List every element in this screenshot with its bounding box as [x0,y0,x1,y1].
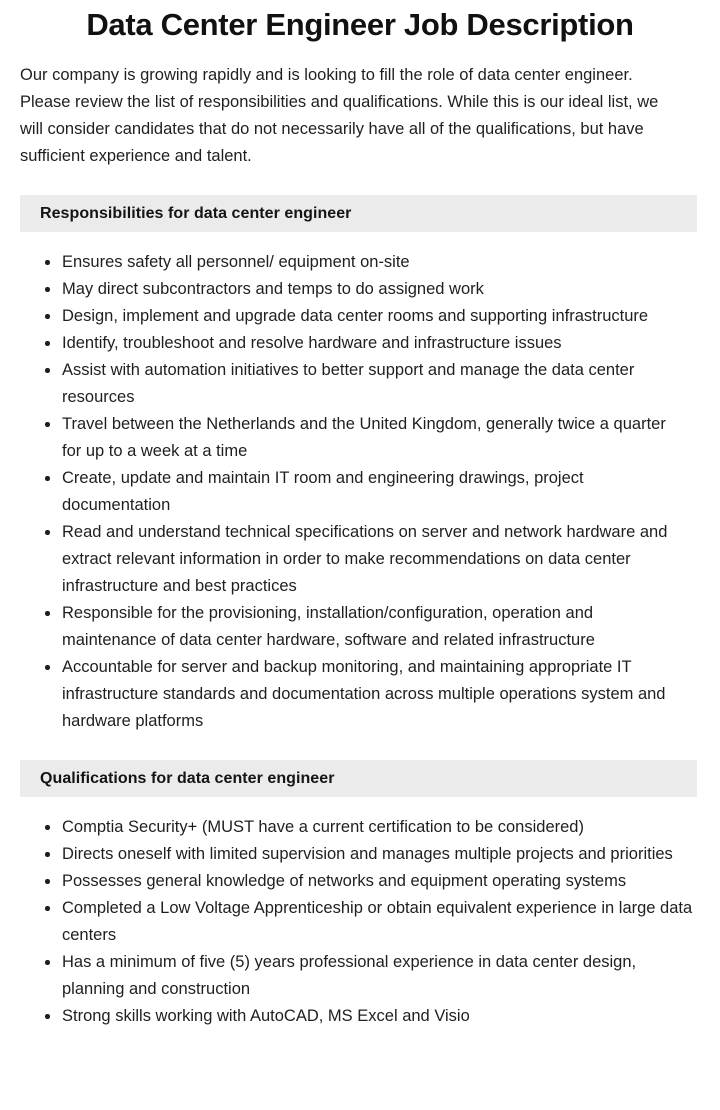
qualifications-list [0,797,720,1030]
qualifications-section-header [20,760,697,797]
responsibilities-section-header [20,195,697,232]
list-item: Assist with automation initiatives to better support and manage the data center resources [45,357,683,411]
list-item: Has a minimum of five (5) years professional experience in data center design, planning and construction [45,949,697,1003]
page-title: Data Center Engineer Job Description [86,7,634,42]
list-item: Strong skills working with AutoCAD, MS Excel and Visio [45,1003,697,1030]
list-item: Completed a Low Voltage Apprenticeship or obtain equivalent experience in large data centers [45,895,697,949]
list-item: Identify, troubleshoot and resolve hardware and infrastructure issues [45,330,683,357]
list-item: Responsible for the provisioning, installation/configuration, operation and maintenance of data center hardware, software and related infrastructure [45,600,683,654]
list-item: Possesses general knowledge of networks and equipment operating systems [45,868,697,895]
list-item: Comptia Security+ (MUST have a current certification to be considered) [45,814,697,841]
list-item: Create, update and maintain IT room and engineering drawings, project documentation [45,465,683,519]
responsibilities-list [0,232,720,735]
intro-paragraph: Our company is growing rapidly and is looking to fill the role of data center engineer. Please review the list of responsibilities and qualifications. While this is our ideal list, we will consider candidates that do not necessarily have all of the qualifications, but have sufficient experience and talent. [20,66,659,165]
list-item: Directs oneself with limited supervision and manages multiple projects and priorities [45,841,697,868]
list-item: Design, implement and upgrade data center rooms and supporting infrastructure [45,303,683,330]
responsibilities-heading-label: Responsibilities for data center engineer [40,204,352,222]
list-item: Accountable for server and backup monitoring, and maintaining appropriate IT infrastructure standards and documentation across multiple operations system and hardware platforms [45,654,683,735]
list-item: Read and understand technical specifications on server and network hardware and extract relevant information in order to make recommendations on data center infrastructure and best practices [45,519,683,600]
bottom-spacer [0,1030,720,1050]
qualifications-heading-label: Qualifications for data center engineer [40,769,335,787]
list-item: Travel between the Netherlands and the United Kingdom, generally twice a quarter for up to a week at a time [45,411,683,465]
list-item: Ensures safety all personnel/ equipment on-site [45,249,683,276]
list-item: May direct subcontractors and temps to do assigned work [45,276,683,303]
